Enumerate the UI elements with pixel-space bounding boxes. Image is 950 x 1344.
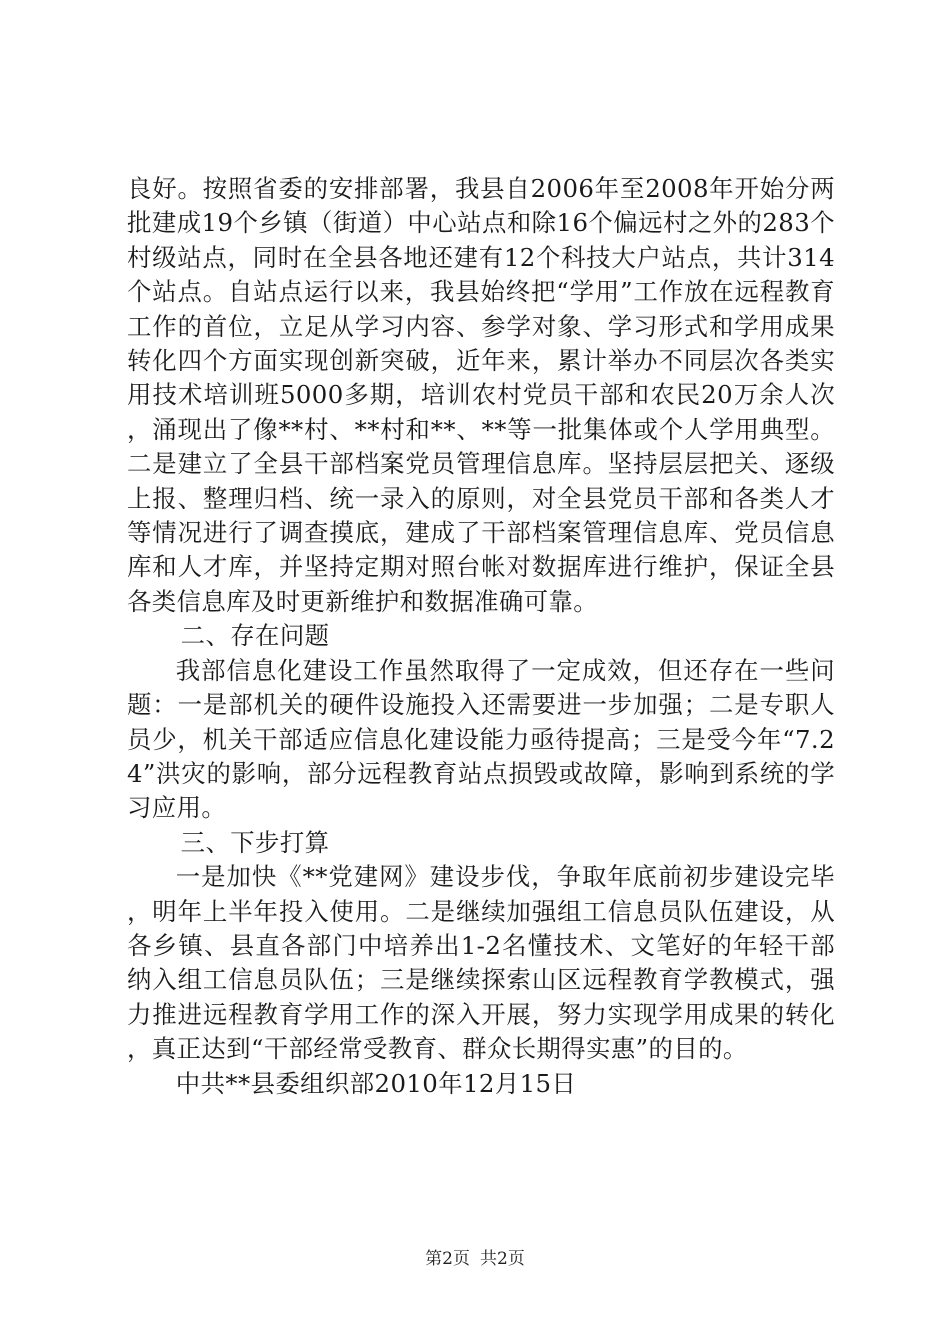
section-heading-problems: 二、存在问题 (180, 621, 330, 651)
section-heading-next-steps: 三、下步打算 (180, 827, 330, 857)
body-paragraph-next-steps: 一是加快《**党建网》建设步伐，争取年底前初步建设完毕，明年上半年投入使用。二是继续加强组工信息员队伍建设，从各乡镇、县直各部门中培养出1-2名懂技术、文笔好的年轻干部纳入组工信息员队伍；三是继续探索山区远程教育学教模式，强力推进远程教育学用工作的深入开展，努力实现学用成果的转化，真正达到“干部经常受教育、群众长期得实惠”的目的。 (127, 862, 835, 1064)
body-paragraph-problems: 我部信息化建设工作虽然取得了一定成效，但还存在一些问题：一是部机关的硬件设施投入还需要进一步加强；二是专职人员少，机关干部适应信息化建设能力亟待提高；三是受今年“7.24”洪灾的影响，部分远程教育站点损毁或故障，影响到系统的学习应用。 (127, 655, 835, 823)
signature-line: 中共**县委组织部2010年12月15日 (175, 1068, 577, 1098)
document-body (127, 172, 835, 1101)
body-paragraph-continuation: 良好。按照省委的安排部署，我县自2006年至2008年开始分两批建成19个乡镇（街道）中心站点和除16个偏远村之外的283个村级站点，同时在全县各地还建有12个科技大户站点，共计314个站点。自站点运行以来，我县始终把“学用”工作放在远程教育工作的首位，立足从学习内容、参学对象、学习形式和学用成果转化四个方面实现创新突破，近年来，累计举办不同层次各类实用技术培训班5000多期，培训农村党员干部和农民20万余人次，涌现出了像**村、**村和**、**等一批集体或个人学用典型。二是建立了全县干部档案党员管理信息库。坚持层层把关、逐级上报、整理归档、统一录入的原则，对全县党员干部和各类人才等情况进行了调查摸底，建成了干部档案管理信息库、党员信息库和人才库，并坚持定期对照台帐对数据库进行维护，保证全县各类信息库及时更新维护和数据准确可靠。 (127, 174, 835, 616)
page-footer (0, 1244, 950, 1269)
page-number-current: 第2页 (425, 1249, 470, 1269)
page-number-total: 共2页 (480, 1249, 525, 1269)
